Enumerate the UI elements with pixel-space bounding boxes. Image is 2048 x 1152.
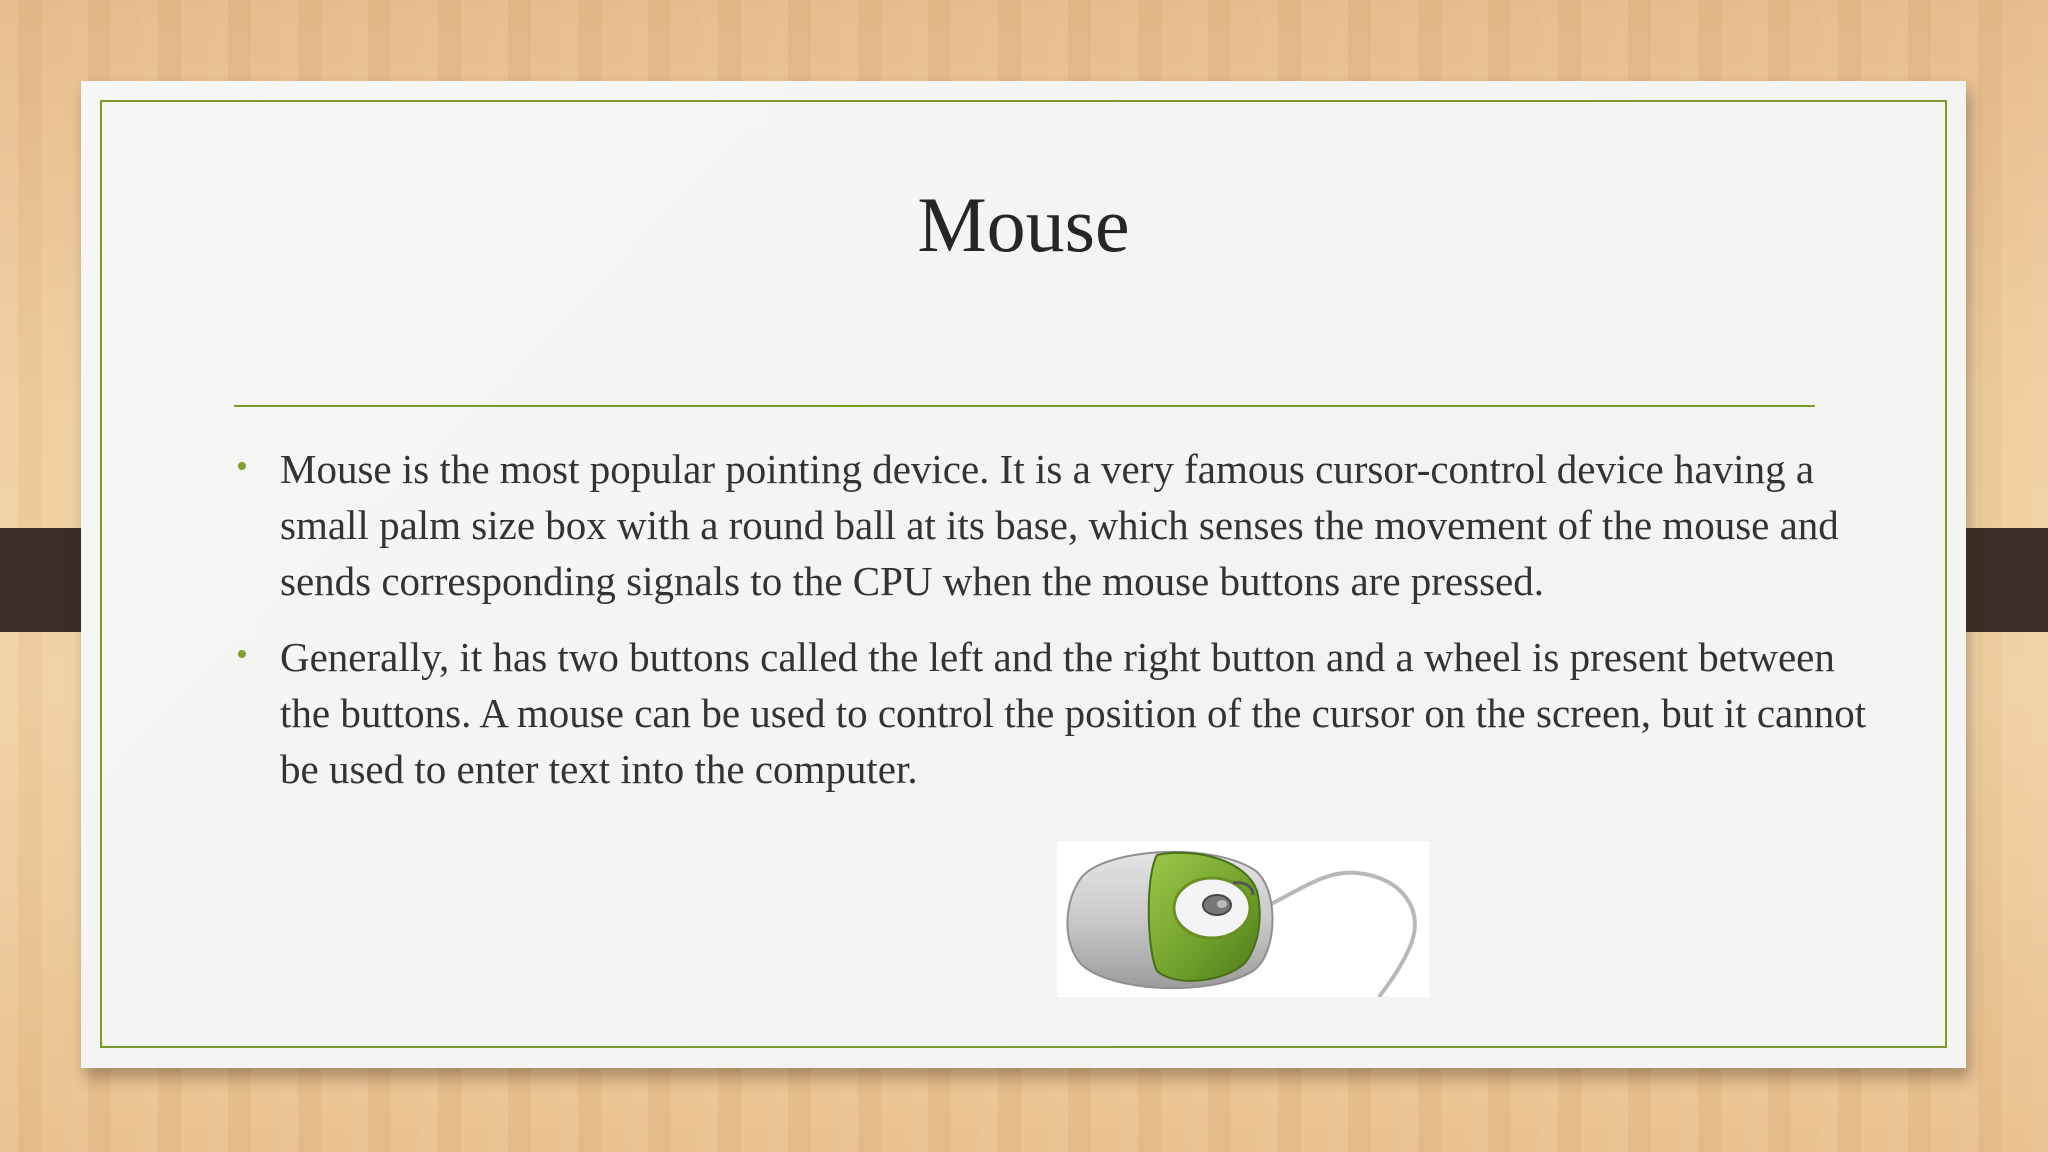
bullet-text: Mouse is the most popular pointing device. It is a very famous cursor-control device having a small palm size box with a round ball at its base, which senses the movement of the mouse and sends corresponding signals to the CPU when the mouse buttons are pressed. (280, 446, 1839, 604)
slide-title: Mouse (917, 181, 1130, 268)
bullet-dot-icon: • (236, 448, 248, 485)
bullet-text: Generally, it has two buttons called the left and the right button and a wheel is present between the buttons. A mouse can be used to control the position of the cursor on the screen, but it cannot be used to enter text into the computer. (280, 634, 1867, 792)
slide (81, 81, 1966, 1068)
title-divider (234, 405, 1815, 407)
mouse-image (1057, 841, 1429, 997)
bullet-item (234, 441, 1884, 609)
bullet-dot-icon: • (236, 636, 248, 673)
mouse-icon (1057, 841, 1429, 997)
bullet-item (234, 629, 1884, 797)
bullet-list (234, 441, 1884, 817)
